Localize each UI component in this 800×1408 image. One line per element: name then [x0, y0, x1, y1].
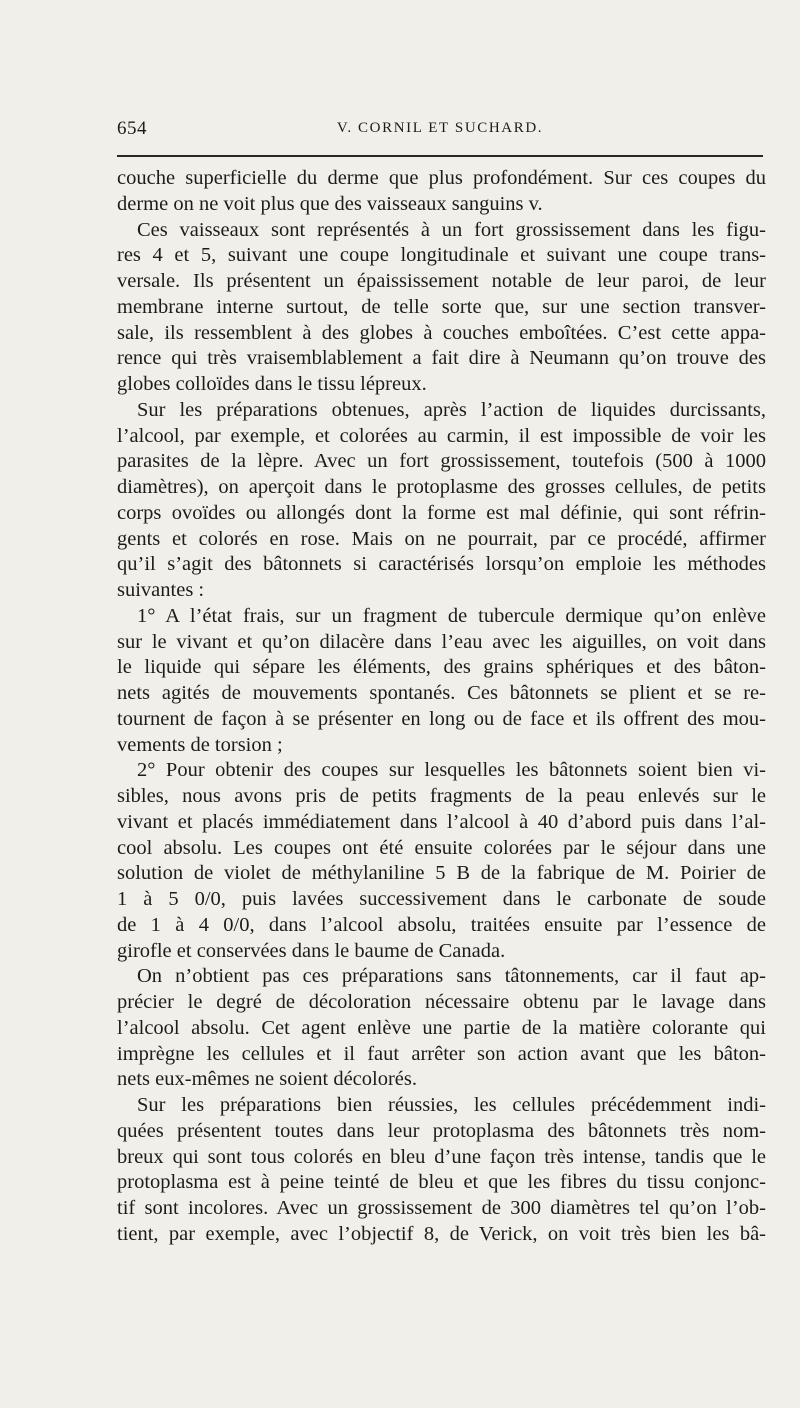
- page-header: [117, 118, 763, 142]
- text-line: 1° A l’état frais, sur un fragment de tubercule dermique qu’on enlève: [137, 604, 766, 627]
- text-line: 1 à 5 0/0, puis lavées successivement dans le carbonate de soude: [117, 888, 766, 910]
- text-line: suivantes :: [117, 579, 205, 601]
- text-line: nets eux-mêmes ne soient décolorés.: [117, 1068, 418, 1091]
- text-line: protoplasma est à peine teinté de bleu et que les fibres du tissu conjonc-: [117, 1171, 766, 1194]
- text-line: cool absolu. Les coupes ont été ensuite colorées par le séjour dans une: [117, 836, 766, 859]
- text-line: de 1 à 4 0/0, dans l’alcool absolu, traitées ensuite par l’essence de: [117, 913, 766, 936]
- running-head: V. CORNIL ET SUCHARD.: [336, 120, 544, 136]
- page-number: 654: [117, 118, 147, 139]
- text-line: sibles, nous avons pris de petits fragments de la peau enlevés sur le: [117, 785, 766, 807]
- text-line: tif sont incolores. Avec un grossissement de 300 diamètres tel qu’on l’ob-: [117, 1197, 766, 1219]
- text-line: vements de torsion ;: [117, 733, 283, 756]
- body-text: [117, 166, 766, 1248]
- text-line: Sur les préparations obtenues, après l’action de liquides durcissants,: [137, 398, 766, 421]
- text-line: vivant et placés immédiatement dans l’alcool à 40 d’abord puis dans l’al-: [117, 810, 766, 833]
- text-line: couche superficielle du derme que plus profondément. Sur ces coupes du: [117, 167, 766, 189]
- text-line: girofle et conservées dans le baume de Canada.: [117, 939, 506, 962]
- text-line: sale, ils ressemblent à des globes à couches emboîtées. C’est cette appa-: [117, 321, 766, 344]
- text-line: l’alcool, par exemple, et colorées au carmin, il est impossible de voir les: [117, 424, 766, 447]
- text-line: imprègne les cellules et il faut arrêter son action avant que les bâton-: [117, 1042, 766, 1065]
- text-line: solution de violet de méthylaniline 5 B de la fabrique de M. Poirier de: [117, 862, 766, 885]
- text-line: tournent de façon à se présenter en long ou de face et ils offrent des mou-: [117, 707, 766, 730]
- text-line: qu’il s’agit des bâtonnets si caractérisés lorsqu’on emploie les méthodes: [117, 553, 766, 576]
- text-line: le liquide qui sépare les éléments, des grains sphériques et des bâton-: [117, 656, 766, 679]
- text-line: quées présentent toutes dans leur protoplasma des bâtonnets très nom-: [117, 1119, 766, 1142]
- text-line: sur le vivant et qu’on dilacère dans l’eau avec les aiguilles, on voit dans: [117, 630, 766, 653]
- text-line: précier le degré de décoloration nécessaire obtenu par le lavage dans: [117, 991, 766, 1013]
- text-line: Ces vaisseaux sont représentés à un fort grossissement dans les figu-: [137, 218, 766, 241]
- text-line: versale. Ils présentent un épaississement notable de leur paroi, de leur: [117, 270, 766, 292]
- text-line: derme on ne voit plus que des vaisseaux sanguins v.: [117, 192, 543, 215]
- text-line: On n’obtient pas ces préparations sans tâtonnements, car il faut ap-: [137, 965, 766, 988]
- text-line: breux qui sont tous colorés en bleu d’une façon très intense, tandis que le: [117, 1145, 766, 1168]
- text-line: res 4 et 5, suivant une coupe longitudinale et suivant une coupe trans-: [117, 244, 766, 267]
- header-rule: [117, 155, 763, 157]
- text-line: corps ovoïdes ou allongés dont la forme est mal définie, qui sont réfrin-: [117, 501, 766, 524]
- text-line: globes colloïdes dans le tissu lépreux.: [117, 373, 427, 395]
- text-line: l’alcool absolu. Cet agent enlève une partie de la matière colorante qui: [117, 1016, 766, 1039]
- text-line: parasites de la lèpre. Avec un fort grossissement, toutefois (500 à 1000: [117, 450, 766, 473]
- text-line: tient, par exemple, avec l’objectif 8, de Verick, on voit très bien les bâ-: [117, 1222, 766, 1245]
- text-line: rence qui très vraisemblablement a fait dire à Neumann qu’on trouve des: [117, 347, 766, 370]
- text-line: 2° Pour obtenir des coupes sur lesquelles les bâtonnets soient bien vi-: [137, 759, 766, 782]
- text-line: nets agités de mouvements spontanés. Ces bâtonnets se plient et se re-: [117, 682, 766, 704]
- text-line: Sur les préparations bien réussies, les cellules précédemment indi-: [137, 1094, 766, 1116]
- text-line: membrane interne surtout, de telle sorte que, sur une section transver-: [117, 295, 766, 318]
- text-line: gents et colorés en rose. Mais on ne pourrait, par ce procédé, affirmer: [117, 527, 766, 550]
- text-line: diamètres), on aperçoit dans le protoplasme des grosses cellules, de petits: [117, 476, 766, 498]
